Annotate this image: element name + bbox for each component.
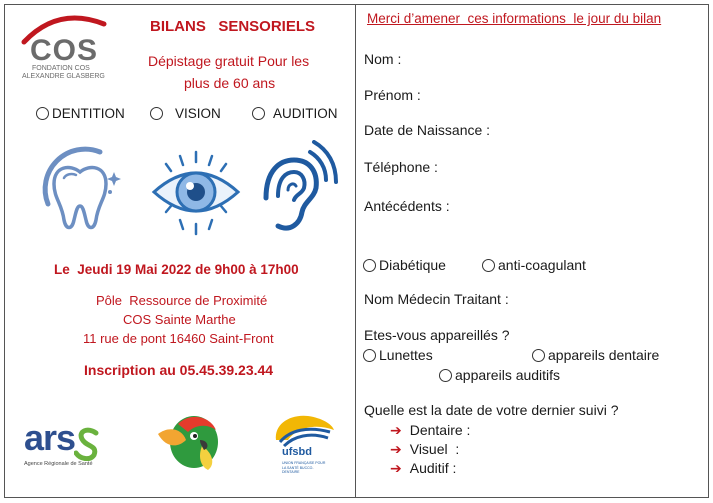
arrow-right-icon: ➔ <box>390 460 402 476</box>
subtitle-line2: plus de 60 ans <box>184 75 276 91</box>
appareilles-question: Etes-vous appareillés ? <box>364 327 510 343</box>
arrow-right-icon: ➔ <box>390 422 402 438</box>
parrot-mascot-icon <box>150 412 224 479</box>
suivi-auditif[interactable]: ➔ Auditif : <box>390 460 457 476</box>
cos-logo-line2: ALEXANDRE GLASBERG <box>22 73 105 80</box>
cos-logo-line1: FONDATION COS <box>32 65 90 72</box>
suivi-visuel[interactable]: ➔ Visuel : <box>390 441 460 457</box>
tooth-icon <box>30 142 130 243</box>
option-lunettes[interactable]: Lunettes <box>363 347 433 363</box>
ars-swoosh-icon <box>74 427 102 461</box>
venue-line1: Pôle Ressource de Proximité <box>96 293 268 308</box>
field-nom[interactable]: Nom : <box>364 51 402 67</box>
option-dentition[interactable]: DENTITION <box>36 106 125 121</box>
field-medecin[interactable]: Nom Médecin Traitant : <box>364 291 509 307</box>
venue-line2: COS Sainte Marthe <box>123 312 236 327</box>
inscription-phone: Inscription au 05.45.39.23.44 <box>84 362 274 378</box>
flyer-title: BILANS SENSORIELS <box>150 18 316 35</box>
eye-icon <box>150 148 242 243</box>
field-naissance[interactable]: Date de Naissance : <box>364 122 491 138</box>
option-diabetique[interactable]: Diabétique <box>363 257 446 273</box>
radio-icon <box>363 349 376 362</box>
radio-icon <box>363 259 376 272</box>
field-telephone[interactable]: Téléphone : <box>364 159 438 175</box>
ars-logo-text: ars <box>24 417 76 458</box>
radio-icon <box>252 107 265 120</box>
radio-icon <box>532 349 545 362</box>
ars-tagline: Agence Régionale de Santé <box>24 461 93 467</box>
radio-icon <box>36 107 49 120</box>
option-appareils-dentaire[interactable]: appareils dentaire <box>532 347 659 363</box>
venue-line3: 11 rue de pont 16460 Saint-Front <box>83 331 274 346</box>
option-audition[interactable]: AUDITION <box>252 106 338 121</box>
option-anticoagulant[interactable]: anti-coagulant <box>482 257 586 273</box>
ufsbd-wave-icon <box>268 410 338 450</box>
option-vision[interactable]: VISION <box>150 106 221 121</box>
cos-logo <box>18 12 110 82</box>
suivi-dentaire[interactable]: ➔ Dentaire : <box>390 422 471 438</box>
field-antecedents[interactable]: Antécédents : <box>364 198 450 214</box>
arrow-right-icon: ➔ <box>390 441 402 457</box>
right-header: Merci d’amener ces informations le jour du bilan <box>367 11 662 26</box>
radio-icon <box>439 369 452 382</box>
column-divider <box>355 4 356 498</box>
event-date: Le Jeudi 19 Mai 2022 de 9h00 à 17h00 <box>54 262 299 277</box>
ufsbd-logo-text: ufsbd <box>282 446 312 458</box>
cos-logo-name: COS <box>30 34 99 67</box>
suivi-question: Quelle est la date de votre dernier suivi ? <box>364 402 619 418</box>
option-appareils-auditifs[interactable]: appareils auditifs <box>439 367 560 383</box>
subtitle-line1: Dépistage gratuit Pour les <box>148 53 310 69</box>
ufsbd-logo <box>268 410 338 474</box>
ars-logo <box>22 417 106 473</box>
field-prenom[interactable]: Prénom : <box>364 87 421 103</box>
radio-icon <box>150 107 163 120</box>
ufsbd-tagline: UNION FRANÇAISE POUR LA SANTÉ BUCCO-DENTAIRE <box>282 461 326 474</box>
ear-icon <box>260 140 340 241</box>
radio-icon <box>482 259 495 272</box>
